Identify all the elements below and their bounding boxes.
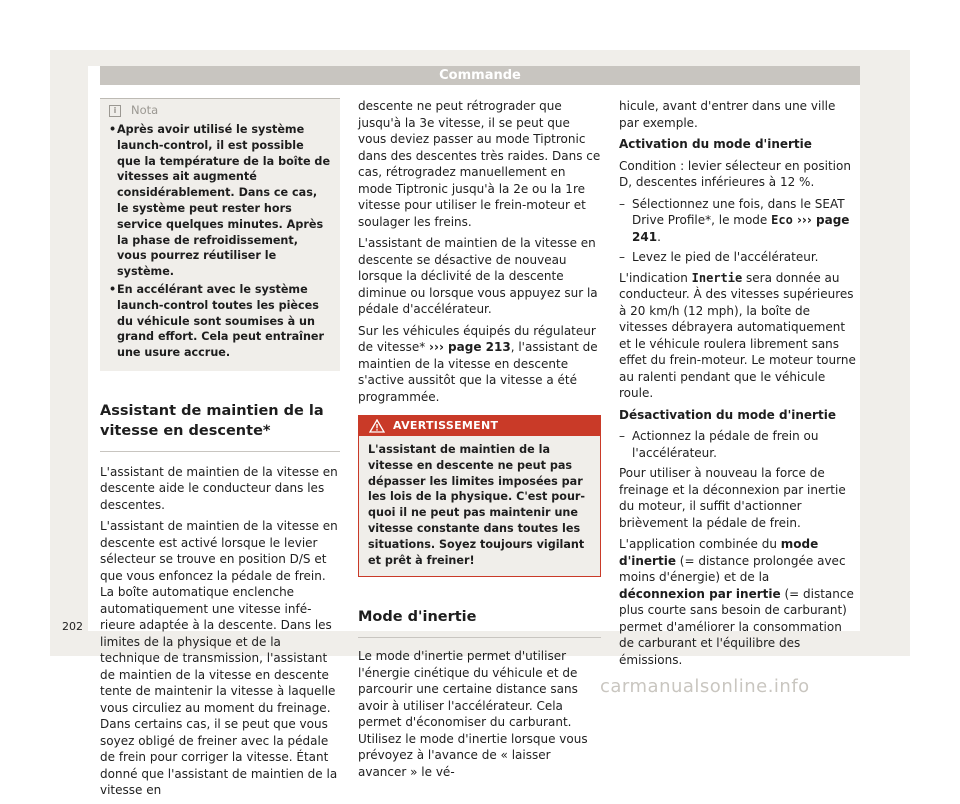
section-title-assistant: Assistant de maintien de la vitesse en descente* (100, 401, 340, 452)
note-box (100, 98, 340, 371)
page-link[interactable]: ››› page 213 (429, 340, 511, 354)
text: Sur les véhicules équipés du régulateur de vitesse* (358, 323, 596, 354)
subheading-deactivation: Désactivation du mode d'inertie (619, 407, 836, 422)
chapter-header: Commande (100, 66, 860, 85)
section-title-inertie: Mode d'inertie (358, 607, 601, 638)
paragraph: Condition : levier sélecteur en position D, descentes inférieures à 12 %. (619, 158, 851, 189)
dash-marker: – (619, 250, 625, 264)
paragraph: descente ne peut rétrograder que jusqu'à la 3e vitesse, il se peut que vous deviez passer au mode Tiptronic dans des descentes très raides. Dans ce cas, rétrogradez manuellement en mode Tiptronic jusqu'à la 2e ou la 1re vitesse pour utiliser le frein-moteur et soulager les freins. (358, 99, 601, 229)
page-number: 202 (62, 620, 83, 633)
paragraph: Pour utiliser à nouveau la force de freinage et la déconnexion par inertie du moteur, il suffit d'actionner brièvement la pédale de frein. (619, 466, 846, 530)
step-item (619, 196, 859, 246)
column-left (100, 98, 340, 804)
info-icon: i (109, 105, 121, 117)
text: sera donnée au conducteur. À des vitesses supérieures à 20 km/h (12 mph), la boîte de vitesses débrayera automatiquement et le véhicule roulera librement sans effet du frein-moteur. Le moteur tourne au ralenti pendant que le véhicule roule. (619, 270, 856, 400)
text: Sélectionnez une fois, dans le SEAT Drive Profile*, le mode (632, 196, 845, 227)
mode-eco: Eco (771, 213, 793, 227)
column-right (619, 98, 859, 673)
warning-header (359, 416, 600, 436)
step-text: Levez le pied de l'accélérateur. (632, 250, 819, 264)
paragraph: L'assistant de maintien de la vitesse en descente se désactive de nouveau lorsque la déclivité de la descente diminue ou lorsque vous appuyez sur la pédale d'accélérateur. (358, 236, 598, 316)
text: L'application combinée du (619, 537, 781, 551)
step-text (632, 196, 859, 246)
paragraph: L'assistant de maintien de la vitesse en descente aide le conducteur dans les descentes. (100, 464, 338, 512)
text: (= distance prolongée avec moins d'énergie) et de la (619, 553, 846, 584)
bullet-icon: • (109, 282, 117, 296)
text-bold: déconnexion par inertie (619, 586, 781, 601)
text: L'indication (619, 270, 692, 285)
text: . (657, 229, 661, 244)
paragraph: hicule, avant d'entrer dans une ville par exemple. (619, 99, 836, 130)
warning-box (358, 415, 601, 577)
text: , l'assistant de maintien de la vitesse en descente s'active aussitôt que la vitesse a été programmée. (358, 340, 598, 404)
step-item (619, 428, 859, 461)
note-header (109, 99, 331, 122)
paragraph (619, 270, 859, 402)
text: (= distance plus courte sans besoin de carburant) permet d'améliorer la consommation de carburant et l'équilibre des émissions. (619, 586, 854, 667)
note-item (109, 282, 331, 361)
warning-triangle-icon (369, 419, 385, 433)
text-bold: mode d'inertie (619, 537, 819, 568)
note-item-text: Après avoir utilisé le système launch-control, il est possible que la température de la boîte de vitesses ait augmenté considérablement. Dans ce cas, le système peut rester hors service quelques minutes. Après la phase de refroidissement, vous pourrez réutiliser le système. (117, 123, 331, 279)
note-label: Nota (131, 102, 159, 117)
watermark: carmanualsonline.info (600, 676, 810, 697)
column-middle (358, 98, 601, 785)
warning-label: AVERTISSEMENT (393, 418, 499, 432)
note-item-text: En accélérant avec le système launch-control toutes les pièces du véhicule sont soumises à un grand effort. Cela peut entraîner une usure accrue. (117, 282, 325, 360)
step-text: Actionnez la pédale de frein ou l'accélérateur. (632, 429, 819, 460)
display-inertie: Inertie (691, 270, 743, 285)
step-item (619, 249, 859, 266)
paragraph (619, 536, 859, 668)
bullet-icon: • (109, 123, 117, 136)
dash-marker: – (619, 429, 625, 443)
paragraph: L'assistant de maintien de la vitesse en descente est activé lorsque le levier sélecteur se trouve en position D/S et que vous enfoncez la pédale de frein. La boîte automatique enclenche automatiquement une vitesse inférieure adaptée à la descente. Dans les limites de la physique et de la technique de transmission, l'assistant de maintien de la vitesse en descente tente de maintenir la vitesse à laquelle vous circuliez au moment du freinage. Dans certains cas, il se peut que vous soyez obligé de freiner avec la pédale de frein pour corriger la vitesse. Étant donné que l'assistant de maintien de la vitesse en (100, 519, 338, 798)
warning-text: L'assistant de maintien de la vitesse en descente ne peut pas dépasser les limites imposées par les lois de la physique. C'est pourquoi il ne peut pas maintenir une vitesse constante dans toutes les situations. Soyez toujours vigilant et prêt à freiner! (368, 443, 586, 567)
paragraph: Le mode d'inertie permet d'utiliser l'énergie cinétique du véhicule et de parcourir une certaine distance sans avoir à utiliser l'accélérateur. Cela permet d'économiser du carburant. Utilisez le mode d'inertie lorsque vous prévoyez à l'avance de « laisser avancer » le vé- (358, 649, 588, 779)
paragraph (358, 323, 601, 406)
subheading-activation: Activation du mode d'inertie (619, 137, 812, 151)
page-link[interactable]: ››› page 241 (632, 213, 850, 244)
note-item (109, 122, 331, 280)
dash-marker: – (619, 196, 625, 211)
